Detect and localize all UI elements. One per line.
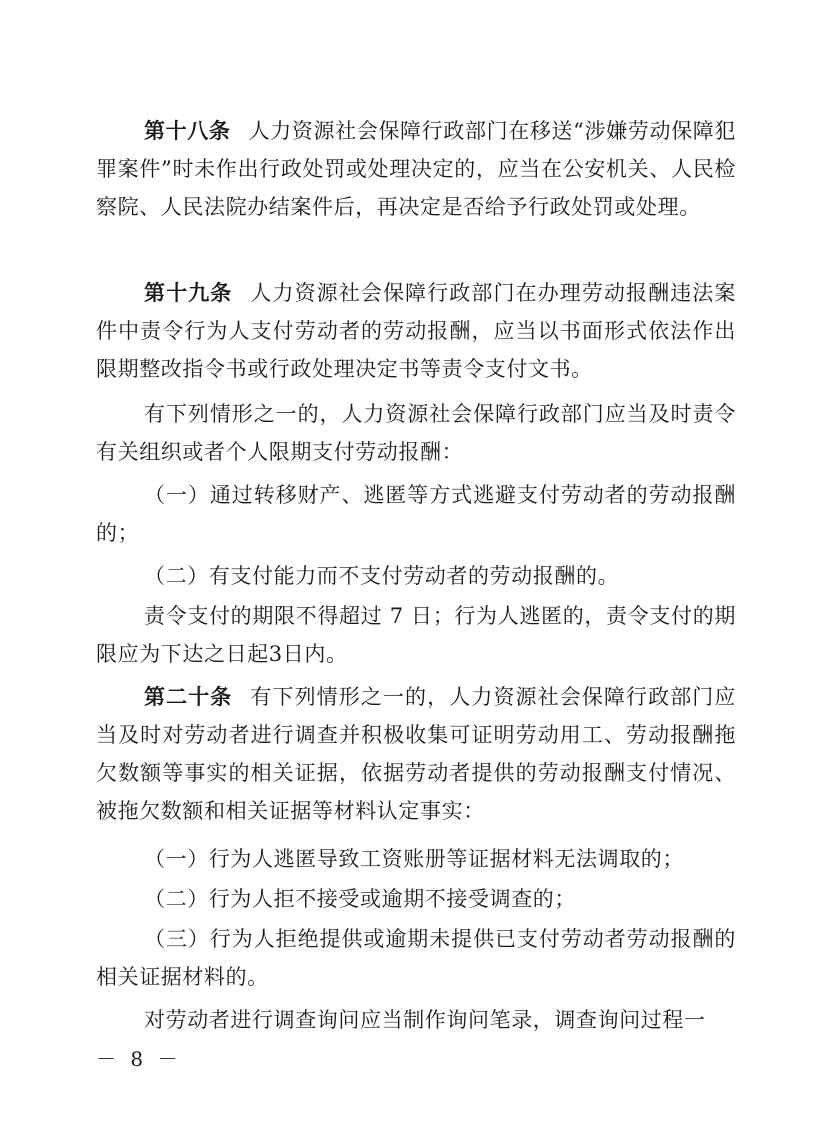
article-19-item-2: （二）有支付能力而不支付劳动者的劳动报酬的。 xyxy=(144,564,620,588)
article-20-item-3: （三）行为人拒绝提供或逾期未提供已支付劳动者劳动报酬的相关证据材料的。 xyxy=(96,927,736,989)
article-20-closing: 对劳动者进行调查询问应当制作询问笔录，调查询问过程一 xyxy=(144,1008,706,1032)
article-19-intro: 有下列情形之一的，人力资源社会保障行政部门应当及时责令有关组织或者个人限期支付劳动报酬： xyxy=(96,402,736,464)
article-20-paragraph xyxy=(96,678,736,830)
article-18-text: 人力资源社会保障行政部门在移送“涉嫌劳动保障犯罪案件”时未作出行政处罚或处理决定的，应当在公安机关、人民检察院、人民法院办结案件后，再决定是否给予行政处罚或处理。 xyxy=(96,119,736,219)
article-19-deadline: 责令支付的期限不得超过 7 日；行为人逃匿的，责令支付的期限应为下达之日起3日内。 xyxy=(96,604,736,666)
article-18-title: 第十八条 xyxy=(144,119,231,143)
article-20-item-2: （二）行为人拒不接受或逾期不接受调查的； xyxy=(144,887,576,911)
article-20-item-1: （一）行为人逃匿导致工资账册等证据材料无法调取的； xyxy=(144,847,684,871)
article-19-title: 第十九条 xyxy=(144,281,233,305)
article-19-paragraph xyxy=(96,274,736,388)
article-19-text: 人力资源社会保障行政部门在办理劳动报酬违法案件中责令行为人支付劳动者的劳动报酬，应当以书面形式依法作出限期整改指令书或行政处理决定书等责令支付文书。 xyxy=(96,281,736,381)
article-18-paragraph xyxy=(96,112,736,226)
article-20-text: 有下列情形之一的，人力资源社会保障行政部门应当及时对劳动者进行调查并积极收集可证明劳动用工、劳动报酬拖欠数额等事实的相关证据，依据劳动者提供的劳动报酬支付情况、被拖欠数额和相关证据等材料认定事实： xyxy=(96,685,736,823)
article-19-item-1: （一）通过转移财产、逃匿等方式逃避支付劳动者的劳动报酬的； xyxy=(96,483,736,545)
page-number: － 8 － xyxy=(96,1047,182,1071)
article-20-title: 第二十条 xyxy=(144,685,233,709)
